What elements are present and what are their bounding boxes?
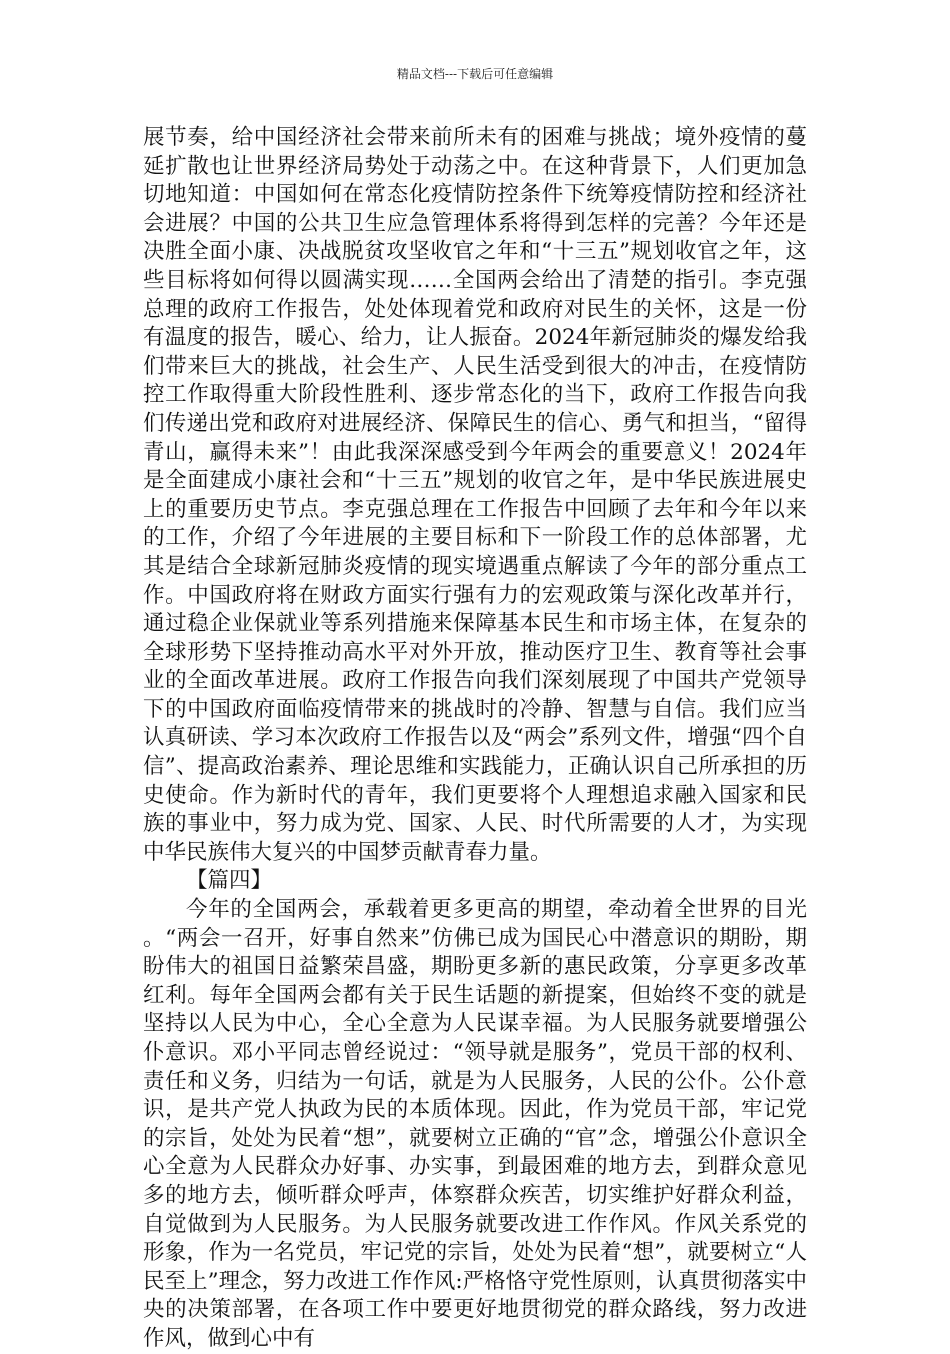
section-heading-part-four: 【篇四】 <box>186 868 273 894</box>
page-header: 精品文档---下载后可任意编辑 <box>396 67 554 81</box>
body-paragraph-continued: 展节奏，给中国经济社会带来前所未有的困难与挑战；境外疫情的蔓延扩散也让世界经济局势处于动荡之中。在这种背景下，人们更加急切地知道：中国如何在常态化疫情防控条件下统筹疫情防控和经济社会进展？中国的公共卫生应急管理体系将得到怎样的完善？今年还是决胜全面小康、决战脱贫攻坚收官之年和“十三五”规划收官之年，这些目标将如何得以圆满实现……全国两会给出了清楚的指引。李克强总理的政府工作报告，处处体现着党和政府对民生的关怀，这是一份有温度的报告，暖心、给力，让人振奋。2024年新冠肺炎的爆发给我们带来巨大的挑战，社会生产、人民生活受到很大的冲击，在疫情防控工作取得重大阶段性胜利、逐步常态化的当下，政府工作报告向我们传递出党和政府对进展经济、保障民生的信心、勇气和担当，“留得青山，赢得未来”！由此我深深感受到今年两会的重要意义！2024年是全面建成小康社会和“十三五”规划的收官之年，是中华民族进展史上的重要历史节点。李克强总理在工作报告中回顾了去年和今年以来的工作，介绍了今年进展的主要目标和下一阶段工作的总体部署，尤其是结合全球新冠肺炎疫情的现实境遇重点解读了今年的部分重点工作。中国政府将在财政方面实行强有力的宏观政策与深化改革并行，通过稳企业保就业等系列措施来保障基本民生和市场主体，在复杂的全球形势下坚持推动高水平对外开放，推动医疗卫生、教育等社会事业的全面改革进展。政府工作报告向我们深刻展现了中国共产党领导下的中国政府面临疫情带来的挑战时的冷静、智慧与自信。我们应当认真研读、学习本次政府工作报告以及“两会”系列文件，增强“四个自信”、提高政治素养、理论思维和实践能力，正确认识自己所承担的历史使命。作为新时代的青年，我们更要将个人理想追求融入国家和民族的事业中，努力成为党、国家、人民、时代所需要的人才，为实现中华民族伟大复兴的中国梦贡献青春力量。 <box>143 125 807 865</box>
body-paragraph-part-four: 今年的全国两会，承载着更多更高的期望，牵动着全世界的目光。“两会一召开，好事自然来”仿佛已成为国民心中潜意识的期盼，期盼伟大的祖国日益繁荣昌盛，期盼更多新的惠民政策，分享更多改革红利。每年全国两会都有关于民生话题的新提案，但始终不变的就是坚持以人民为中心，全心全意为人民谋幸福。为人民服务就要增强公仆意识。邓小平同志曾经说过：“领导就是服务”，党员干部的权利、责任和义务，归结为一句话，就是为人民服务，人民的公仆。公仆意识，是共产党人执政为民的本质体现。因此，作为党员干部，牢记党的宗旨，处处为民着“想”，就要树立正确的“官”念，增强公仆意识全心全意为人民群众办好事、办实事，到最困难的地方去，到群众意见多的地方去，倾听群众呼声，体察群众疾苦，切实维护好群众利益，自觉做到为人民服务。为人民服务就要改进工作作风。作风关系党的形象，作为一名党员，牢记党的宗旨，处处为民着“想”，就要树立“人民至上”理念，努力改进工作作风:严格恪守党性原则，认真贯彻落实中央的决策部署，在各项工作中要更好地贯彻党的群众路线，努力改进作风，做到心中有 <box>143 897 807 1351</box>
document-body <box>143 124 807 1354</box>
